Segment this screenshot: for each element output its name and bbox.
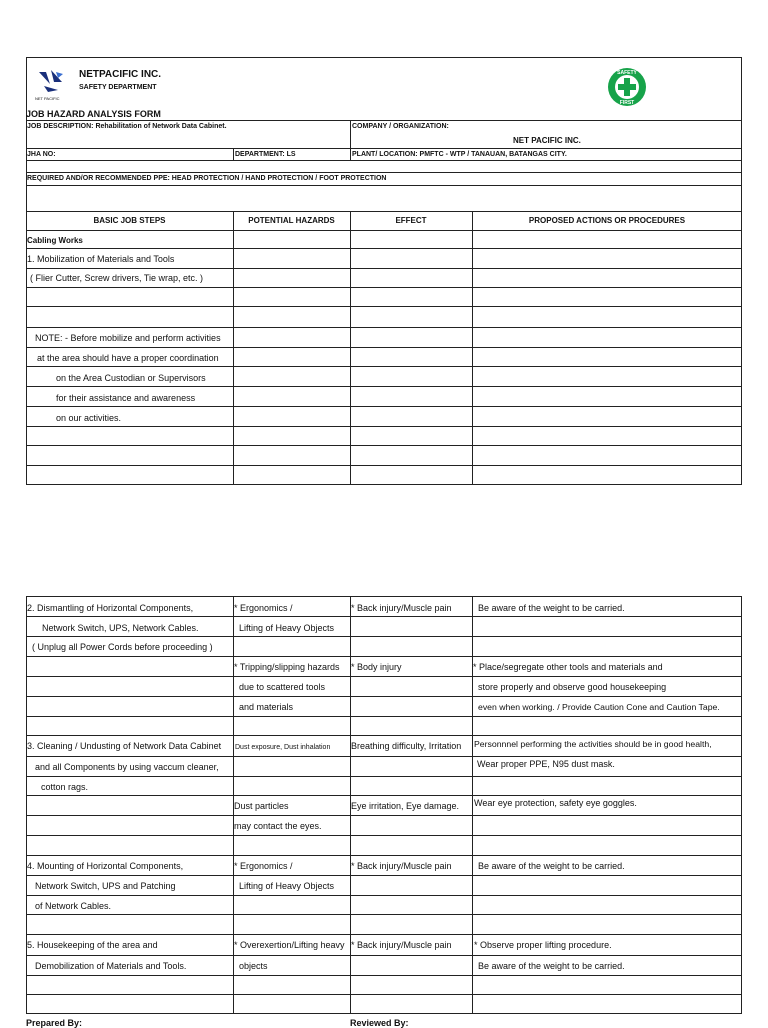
rule <box>26 248 742 249</box>
action-text: * Observe proper lifting procedure. <box>474 940 612 950</box>
action-text: Wear proper PPE, N95 dust mask. <box>477 759 615 769</box>
hazard-text: * Ergonomics / <box>234 603 293 613</box>
rule <box>26 268 742 269</box>
step-text: ( Unplug all Power Cords before proceeding ) <box>32 642 213 652</box>
hazard-text: * Tripping/slipping hazards <box>234 662 340 672</box>
rule <box>26 835 742 836</box>
step-text: 3. Cleaning / Undusting of Network Data Cabinet <box>27 741 222 751</box>
prepared-by-label: Prepared By: <box>26 1018 83 1028</box>
rule <box>26 716 742 717</box>
effect-text: Breathing difficulty, Irritation <box>351 741 462 751</box>
jha-no: JHA NO: <box>27 151 56 158</box>
effect-text: * Body injury <box>351 662 402 672</box>
hazard-text: Dust particles <box>234 801 289 811</box>
step-text: ( Flier Cutter, Screw drivers, Tie wrap, etc. ) <box>30 273 204 283</box>
step-text: Demobilization of Materials and Tools. <box>35 961 187 971</box>
company-org-label: COMPANY / ORGANIZATION: <box>352 123 449 130</box>
col-header-actions: PROPOSED ACTIONS OR PROCEDURES <box>528 216 686 225</box>
action-text: store properly and observe good housekeeping <box>478 682 667 692</box>
rule <box>26 735 742 736</box>
action-text: Be aware of the weight to be carried. <box>478 961 625 971</box>
note-text: on the Area Custodian or Supervisors <box>56 373 206 383</box>
form-title: JOB HAZARD ANALYSIS FORM <box>26 109 161 119</box>
ppe-requirements: REQUIRED AND/OR RECOMMENDED PPE: HEAD PROTECTION / HAND PROTECTION / FOOT PROTECTION <box>27 175 387 182</box>
rule <box>26 327 742 328</box>
hazard-text: objects <box>239 961 268 971</box>
rule <box>26 815 742 816</box>
note-text: at the area should have a proper coordination <box>37 353 219 363</box>
rule <box>233 211 234 485</box>
action-text: Be aware of the weight to be carried. <box>478 603 625 613</box>
col-header-hazards: POTENTIAL HAZARDS <box>248 216 335 225</box>
col-header-steps: BASIC JOB STEPS <box>93 216 166 225</box>
note-text: NOTE: - Before mobilize and perform activities <box>35 333 221 343</box>
rule <box>26 445 742 446</box>
step-text: cotton rags. <box>41 782 89 792</box>
rule <box>26 696 742 697</box>
rule <box>233 148 234 160</box>
rule <box>26 975 742 976</box>
rule <box>26 172 742 173</box>
safety-first-badge-icon <box>607 67 647 107</box>
rule <box>26 934 742 935</box>
note-text: on our activities. <box>56 413 122 423</box>
hazard-text: * Ergonomics / <box>234 861 293 871</box>
action-text: Wear eye protection, safety eye goggles. <box>474 798 637 808</box>
rule <box>26 211 742 212</box>
rule <box>26 160 742 161</box>
rule <box>26 616 742 617</box>
rule <box>26 676 742 677</box>
hazard-text: Lifting of Heavy Objects <box>239 881 335 891</box>
rule <box>26 366 742 367</box>
rule <box>26 185 742 186</box>
hazard-text: may contact the eyes. <box>234 821 322 831</box>
effect-text: * Back injury/Muscle pain <box>351 861 452 871</box>
company-org-value: NET PACIFIC INC. <box>513 136 581 145</box>
rule <box>26 426 742 427</box>
action-text: * Place/segregate other tools and materials and <box>473 662 663 672</box>
step-text: 1. Mobilization of Materials and Tools <box>27 254 175 264</box>
step-text: of Network Cables. <box>35 901 112 911</box>
action-text: even when working. / Provide Caution Cone and Caution Tape. <box>478 702 720 712</box>
header-frame <box>26 57 742 485</box>
badge-bottom-text: FIRST <box>619 100 635 106</box>
hazard-text: Lifting of Heavy Objects <box>239 623 335 633</box>
rule <box>26 347 742 348</box>
rule <box>26 855 742 856</box>
rule <box>26 386 742 387</box>
department-name: SAFETY DEPARTMENT <box>79 84 157 91</box>
rule <box>26 636 742 637</box>
rule <box>26 230 742 231</box>
hazard-text: due to scattered tools <box>239 682 326 692</box>
rule <box>26 955 742 956</box>
rule <box>26 914 742 915</box>
action-text: Personnnel performing the activities should be in good health, <box>474 739 712 749</box>
hazard-text: * Overexertion/Lifting heavy <box>234 940 345 950</box>
step-text: and all Components by using vaccum cleaner, <box>35 762 219 772</box>
hazard-text: and materials <box>239 702 294 712</box>
company-name: NETPACIFIC INC. <box>79 69 162 80</box>
action-text: Be aware of the weight to be carried. <box>478 861 625 871</box>
step-text: Network Switch, UPS and Patching <box>35 881 176 891</box>
badge-top-text: SAFETY <box>617 70 637 76</box>
rule <box>350 120 351 160</box>
department-field: DEPARTMENT: LS <box>235 151 296 158</box>
step-text: 2. Dismantling of Horizontal Components, <box>27 603 194 613</box>
rule <box>26 895 742 896</box>
rule <box>26 465 742 466</box>
plant-location: PLANT/ LOCATION: PMFTC - WTP / TANAUAN, BATANGAS CITY. <box>352 151 567 158</box>
rule <box>350 211 351 485</box>
rule <box>26 875 742 876</box>
note-text: for their assistance and awareness <box>56 393 196 403</box>
rule <box>26 795 742 796</box>
rule <box>26 756 742 757</box>
rule <box>26 120 742 121</box>
netpacific-logo-icon <box>36 68 66 94</box>
rule <box>26 994 742 995</box>
rule <box>26 148 742 149</box>
effect-text: Eye irritation, Eye damage. <box>351 801 460 811</box>
logo-caption: NET PACIFIC <box>35 96 60 101</box>
col-header-effect: EFFECT <box>395 216 427 225</box>
reviewed-by-label: Reviewed By: <box>350 1018 409 1028</box>
step-text: 4. Mounting of Horizontal Components, <box>27 861 184 871</box>
step-text: Network Switch, UPS, Network Cables. <box>42 623 199 633</box>
job-description: JOB DESCRIPTION: Rehabilitation of Network Data Cabinet. <box>27 123 227 130</box>
rule <box>472 211 473 485</box>
rule <box>26 776 742 777</box>
section-heading: Cabling Works <box>27 236 83 245</box>
hazard-text: Dust exposure, Dust inhalation <box>235 744 331 751</box>
rule <box>26 656 742 657</box>
effect-text: * Back injury/Muscle pain <box>351 603 452 613</box>
rule <box>26 406 742 407</box>
step-text: 5. Housekeeping of the area and <box>27 940 158 950</box>
rule <box>472 596 473 1014</box>
effect-text: * Back injury/Muscle pain <box>351 940 452 950</box>
rule <box>26 306 742 307</box>
rule <box>26 287 742 288</box>
